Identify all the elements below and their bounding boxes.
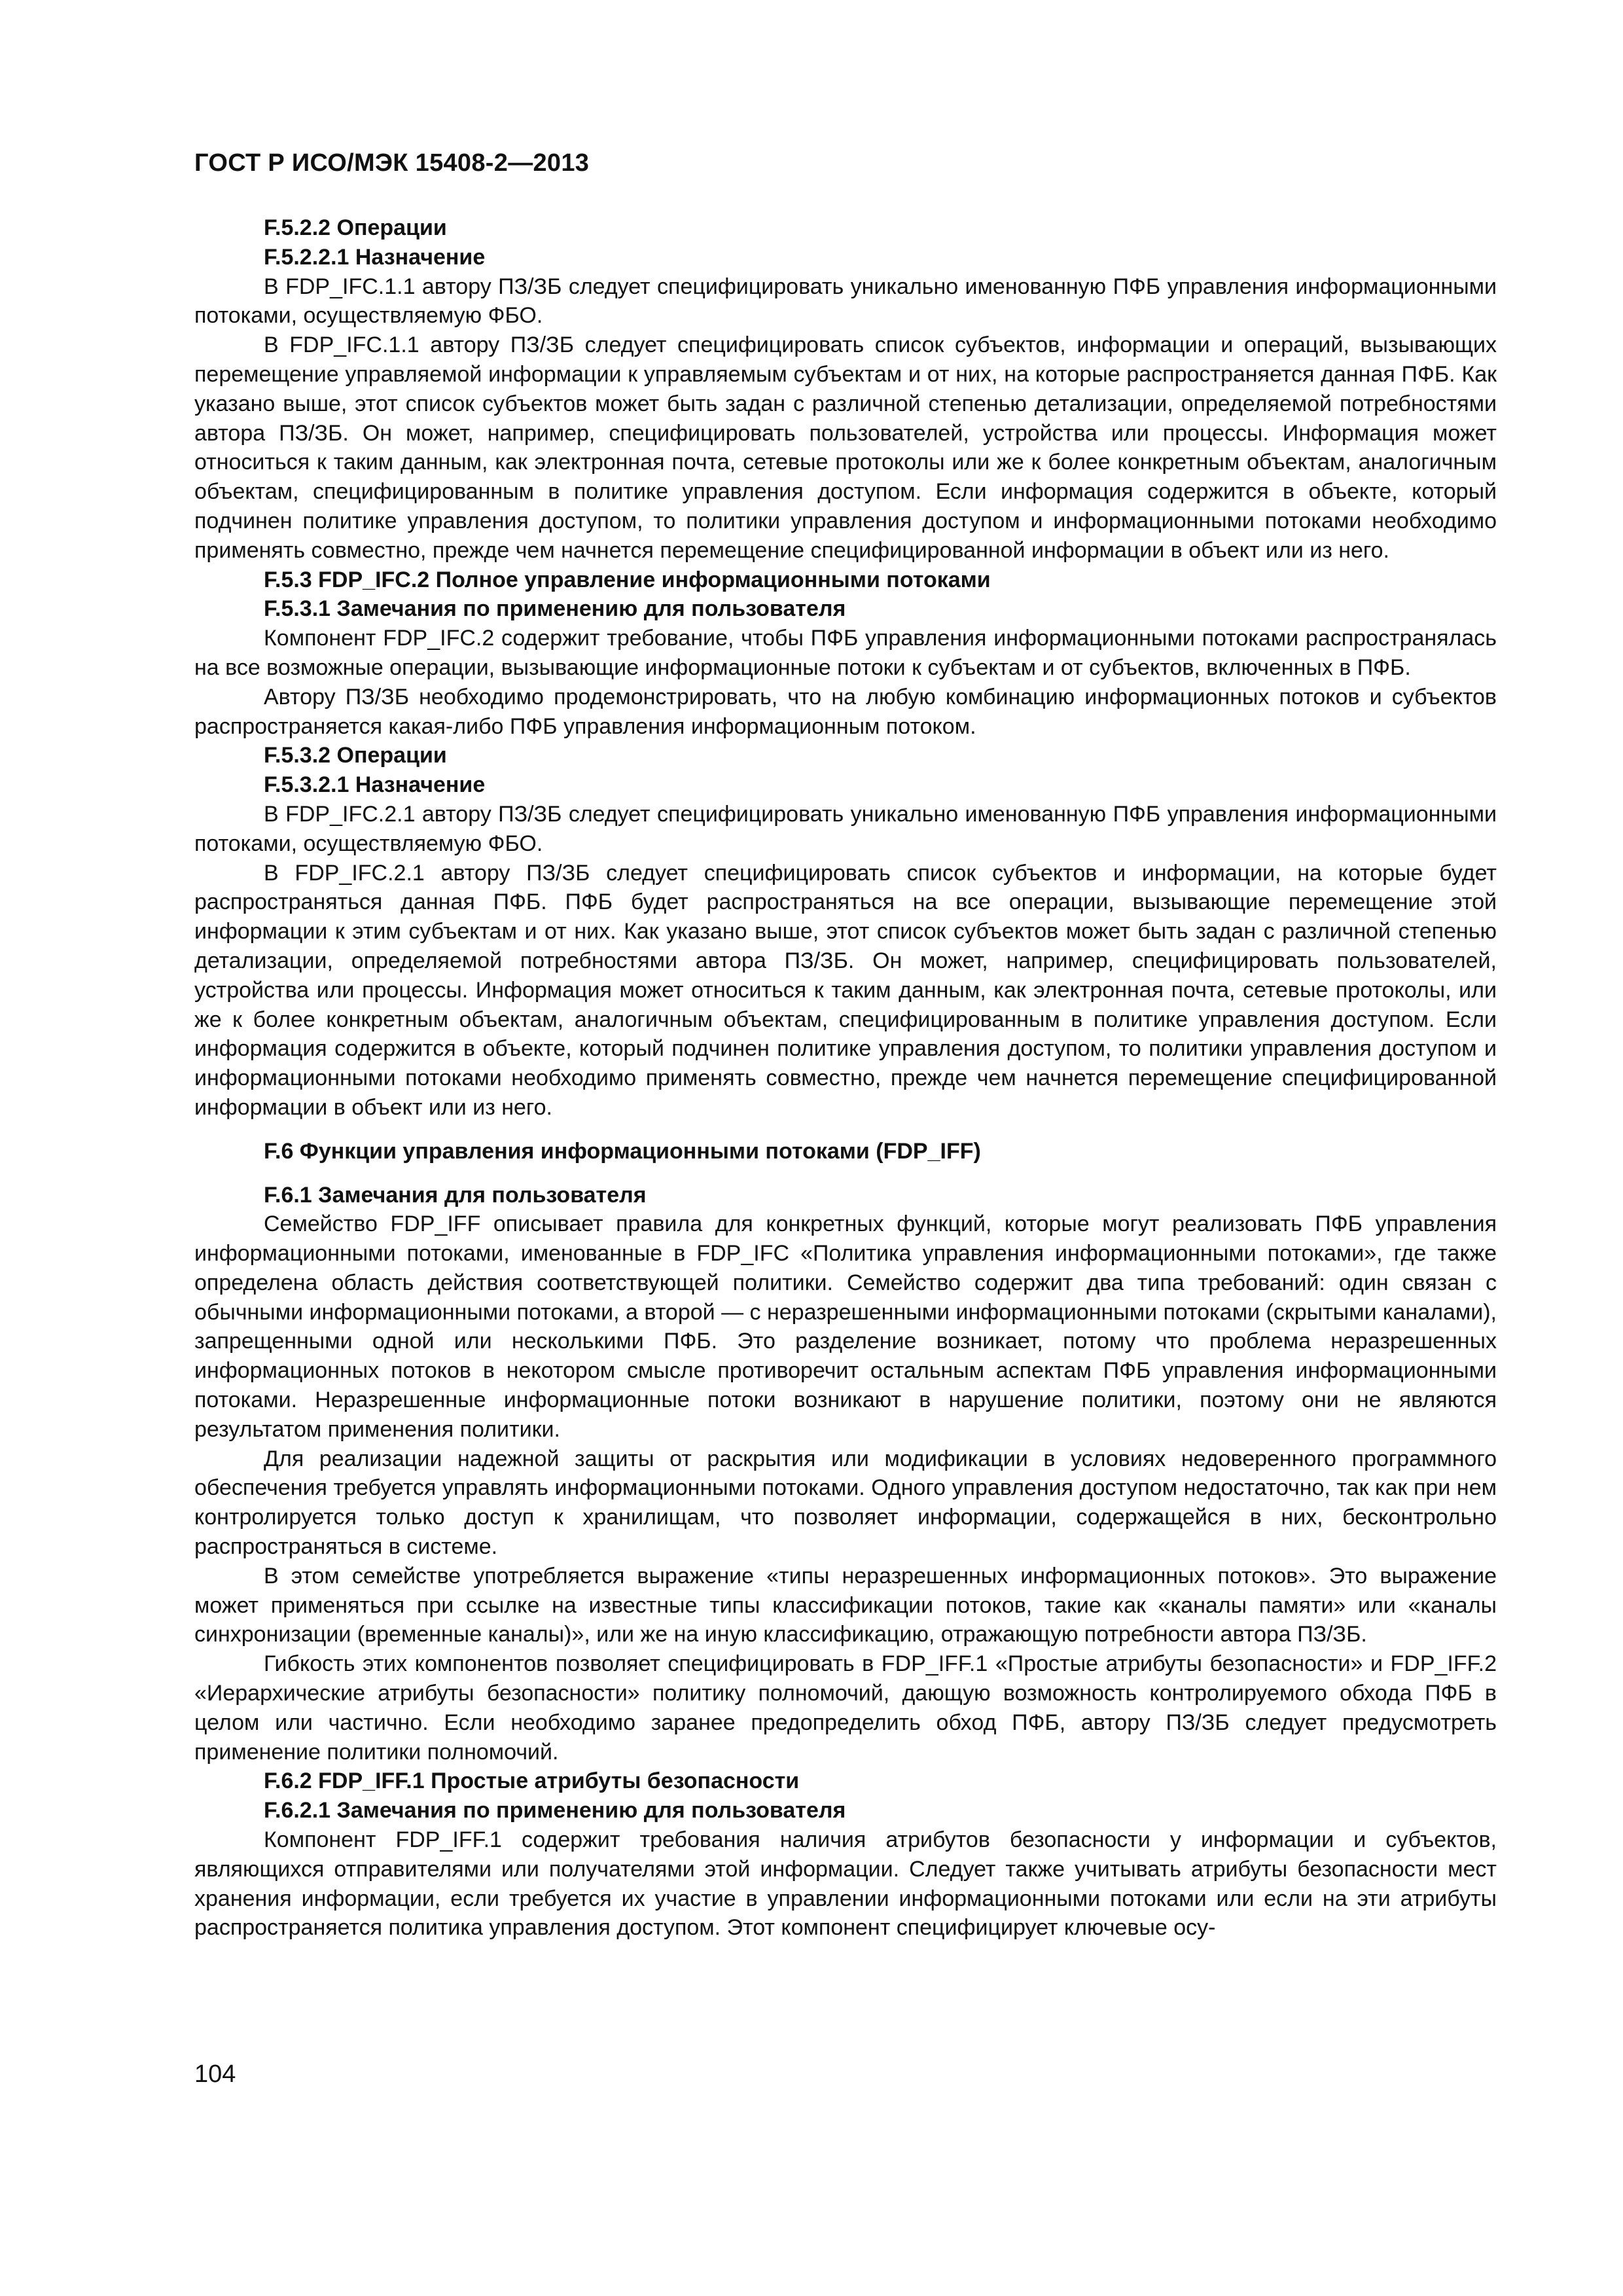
paragraph: В этом семействе употребляется выражение «типы неразрешенных информационных потоков». Это выражение может применяться при ссылке на известные типы классификации потоков, такие как «каналы памяти» или «каналы синхронизации (временные каналы)», или же на иную классификацию, отражающую потребности автора ПЗ/ЗБ. xyxy=(194,1563,1497,1647)
paragraph: Автору ПЗ/ЗБ необходимо продемонстрировать, что на любую комбинацию информационных потоков и субъектов распространяется какая-либо ПФБ управления информационным потоком. xyxy=(194,684,1497,739)
section-heading: F.6.2.1 Замечания по применению для пользователя xyxy=(264,1798,846,1823)
section-heading: F.6.2 FDP_IFF.1 Простые атрибуты безопасности xyxy=(264,1768,800,1794)
section-heading: F.5.3.2.1 Назначение xyxy=(264,772,486,798)
section-gap xyxy=(194,1166,1497,1181)
section-heading: F.5.2.2 Операции xyxy=(264,215,447,240)
section-heading: F.5.3 FDP_IFC.2 Полное управление информационными потоками xyxy=(264,567,991,592)
paragraph: Для реализации надежной защиты от раскрытия или модификации в условиях недоверенного программного обеспечения требуется управлять информационными потоками. Одного управления доступом недостаточно, так как при нем контролируется только доступ к хранилищам, что позволяет информации, содержащейся в них, бесконтрольно распространяться в системе. xyxy=(194,1446,1497,1560)
section-heading: F.6.1 Замечания для пользователя xyxy=(264,1182,647,1208)
section-heading: F.5.3.2 Операции xyxy=(264,743,447,768)
section-gap xyxy=(194,1122,1497,1137)
paragraph: Компонент FDP_IFC.2 содержит требование, чтобы ПФБ управления информационными потоками распространялась на все возможные операции, вызывающие информационные потоки к субъектам и от субъектов, включенных в ПФБ. xyxy=(194,626,1497,680)
paragraph: В FDP_IFC.1.1 автору ПЗ/ЗБ следует специфицировать список субъектов, информации и операций, вызывающих перемещение управляемой информации к управляемым субъектам и от них, на которые распространяется данная ПФБ. Как указано выше, этот список субъектов может быть задан с различной степенью детализации, определяемой потребностями автора ПЗ/ЗБ. Он может, например, специфицировать пользователей, устройства или процессы. Информация может относиться к таким данным, как электронная почта, сетевые протоколы или же к более конкретным объектам, аналогичным объектам, специфицированным в политике управления доступом. Если информация содержится в объекте, который подчинен политике управления доступом, то политики управления доступом и информационными потоками необходимо применять совместно, прежде чем начнется перемещение специфицированной информации в объект или из него. xyxy=(194,332,1497,563)
document-header: ГОСТ Р ИСО/МЭК 15408-2—2013 xyxy=(194,149,590,177)
section-heading: F.6 Функции управления информационными потоками (FDP_IFF) xyxy=(264,1138,981,1164)
paragraph: Компонент FDP_IFF.1 содержит требования наличия атрибутов безопасности у информации и субъектов, являющихся отправителями или получателями этой информации. Следует также учитывать атрибуты безопасности мест хранения информации, если требуется их участие в управлении информационными потоками или если на эти атрибуты распространяется политика управления доступом. Этот компонент специфицирует ключевые осу- xyxy=(194,1827,1497,1941)
paragraph: В FDP_IFC.2.1 автору ПЗ/ЗБ следует специфицировать уникально именованную ПФБ управления информационными потоками, осуществляемую ФБО. xyxy=(194,801,1497,856)
paragraph: Гибкость этих компонентов позволяет специфицировать в FDP_IFF.1 «Простые атрибуты безопасности» и FDP_IFF.2 «Иерархические атрибуты безопасности» политику полномочий, дающую возможность контролируемого обхода ПФБ в целом или частично. Если необходимо заранее предопределить обход ПФБ, автору ПЗ/ЗБ следует предусмотреть применение политики полномочий. xyxy=(194,1651,1497,1765)
section-heading: F.5.3.1 Замечания по применению для пользователя xyxy=(264,596,846,622)
paragraph: В FDP_IFC.1.1 автору ПЗ/ЗБ следует специфицировать уникально именованную ПФБ управления информационными потоками, осуществляемую ФБО. xyxy=(194,274,1497,329)
paragraph: В FDP_IFC.2.1 автору ПЗ/ЗБ следует специфицировать список субъектов и информации, на которые будет распространяться данная ПФБ. ПФБ будет распространяться на все операции, вызывающие перемещение этой информации к этим субъектам и от них. Как указано выше, этот список субъектов может быть задан с различной степенью детализации, определяемой потребностями автора ПЗ/ЗБ. Он может, например, специфицировать пользователей, устройства или процессы. Информация может относиться к таким данным, как электронная почта, сетевые протоколы, или же к более конкретным объектам, аналогичным объектам, специфицированным в политике управления доступом. Если информация содержится в объекте, который подчинен политике управления доступом, то политики управления доступом и информационными потоками необходимо применять совместно, прежде чем начнется перемещение специфицированной информации в объект или из него. xyxy=(194,860,1497,1120)
paragraph: Семейство FDP_IFF описывает правила для конкретных функций, которые могут реализовать ПФБ управления информационными потоками, именованные в FDP_IFC «Политика управления информационными потоками», где также определена область действия соответствующей политики. Семейство содержит два типа требований: один связан с обычными информационными потоками, а второй — с неразрешенными информационными потоками (скрытыми каналами), запрещенными одной или несколькими ПФБ. Это разделение возникает, потому что проблема неразрешенных информационных потоков в некотором смысле противоречит остальным аспектам ПФБ управления информационными потоками. Неразрешенные информационные потоки возникают в нарушение политики, поэтому они не являются результатом применения политики. xyxy=(194,1211,1497,1442)
section-heading: F.5.2.2.1 Назначение xyxy=(264,244,486,270)
document-body xyxy=(194,213,1497,1943)
page-number: 104 xyxy=(194,2060,236,2088)
